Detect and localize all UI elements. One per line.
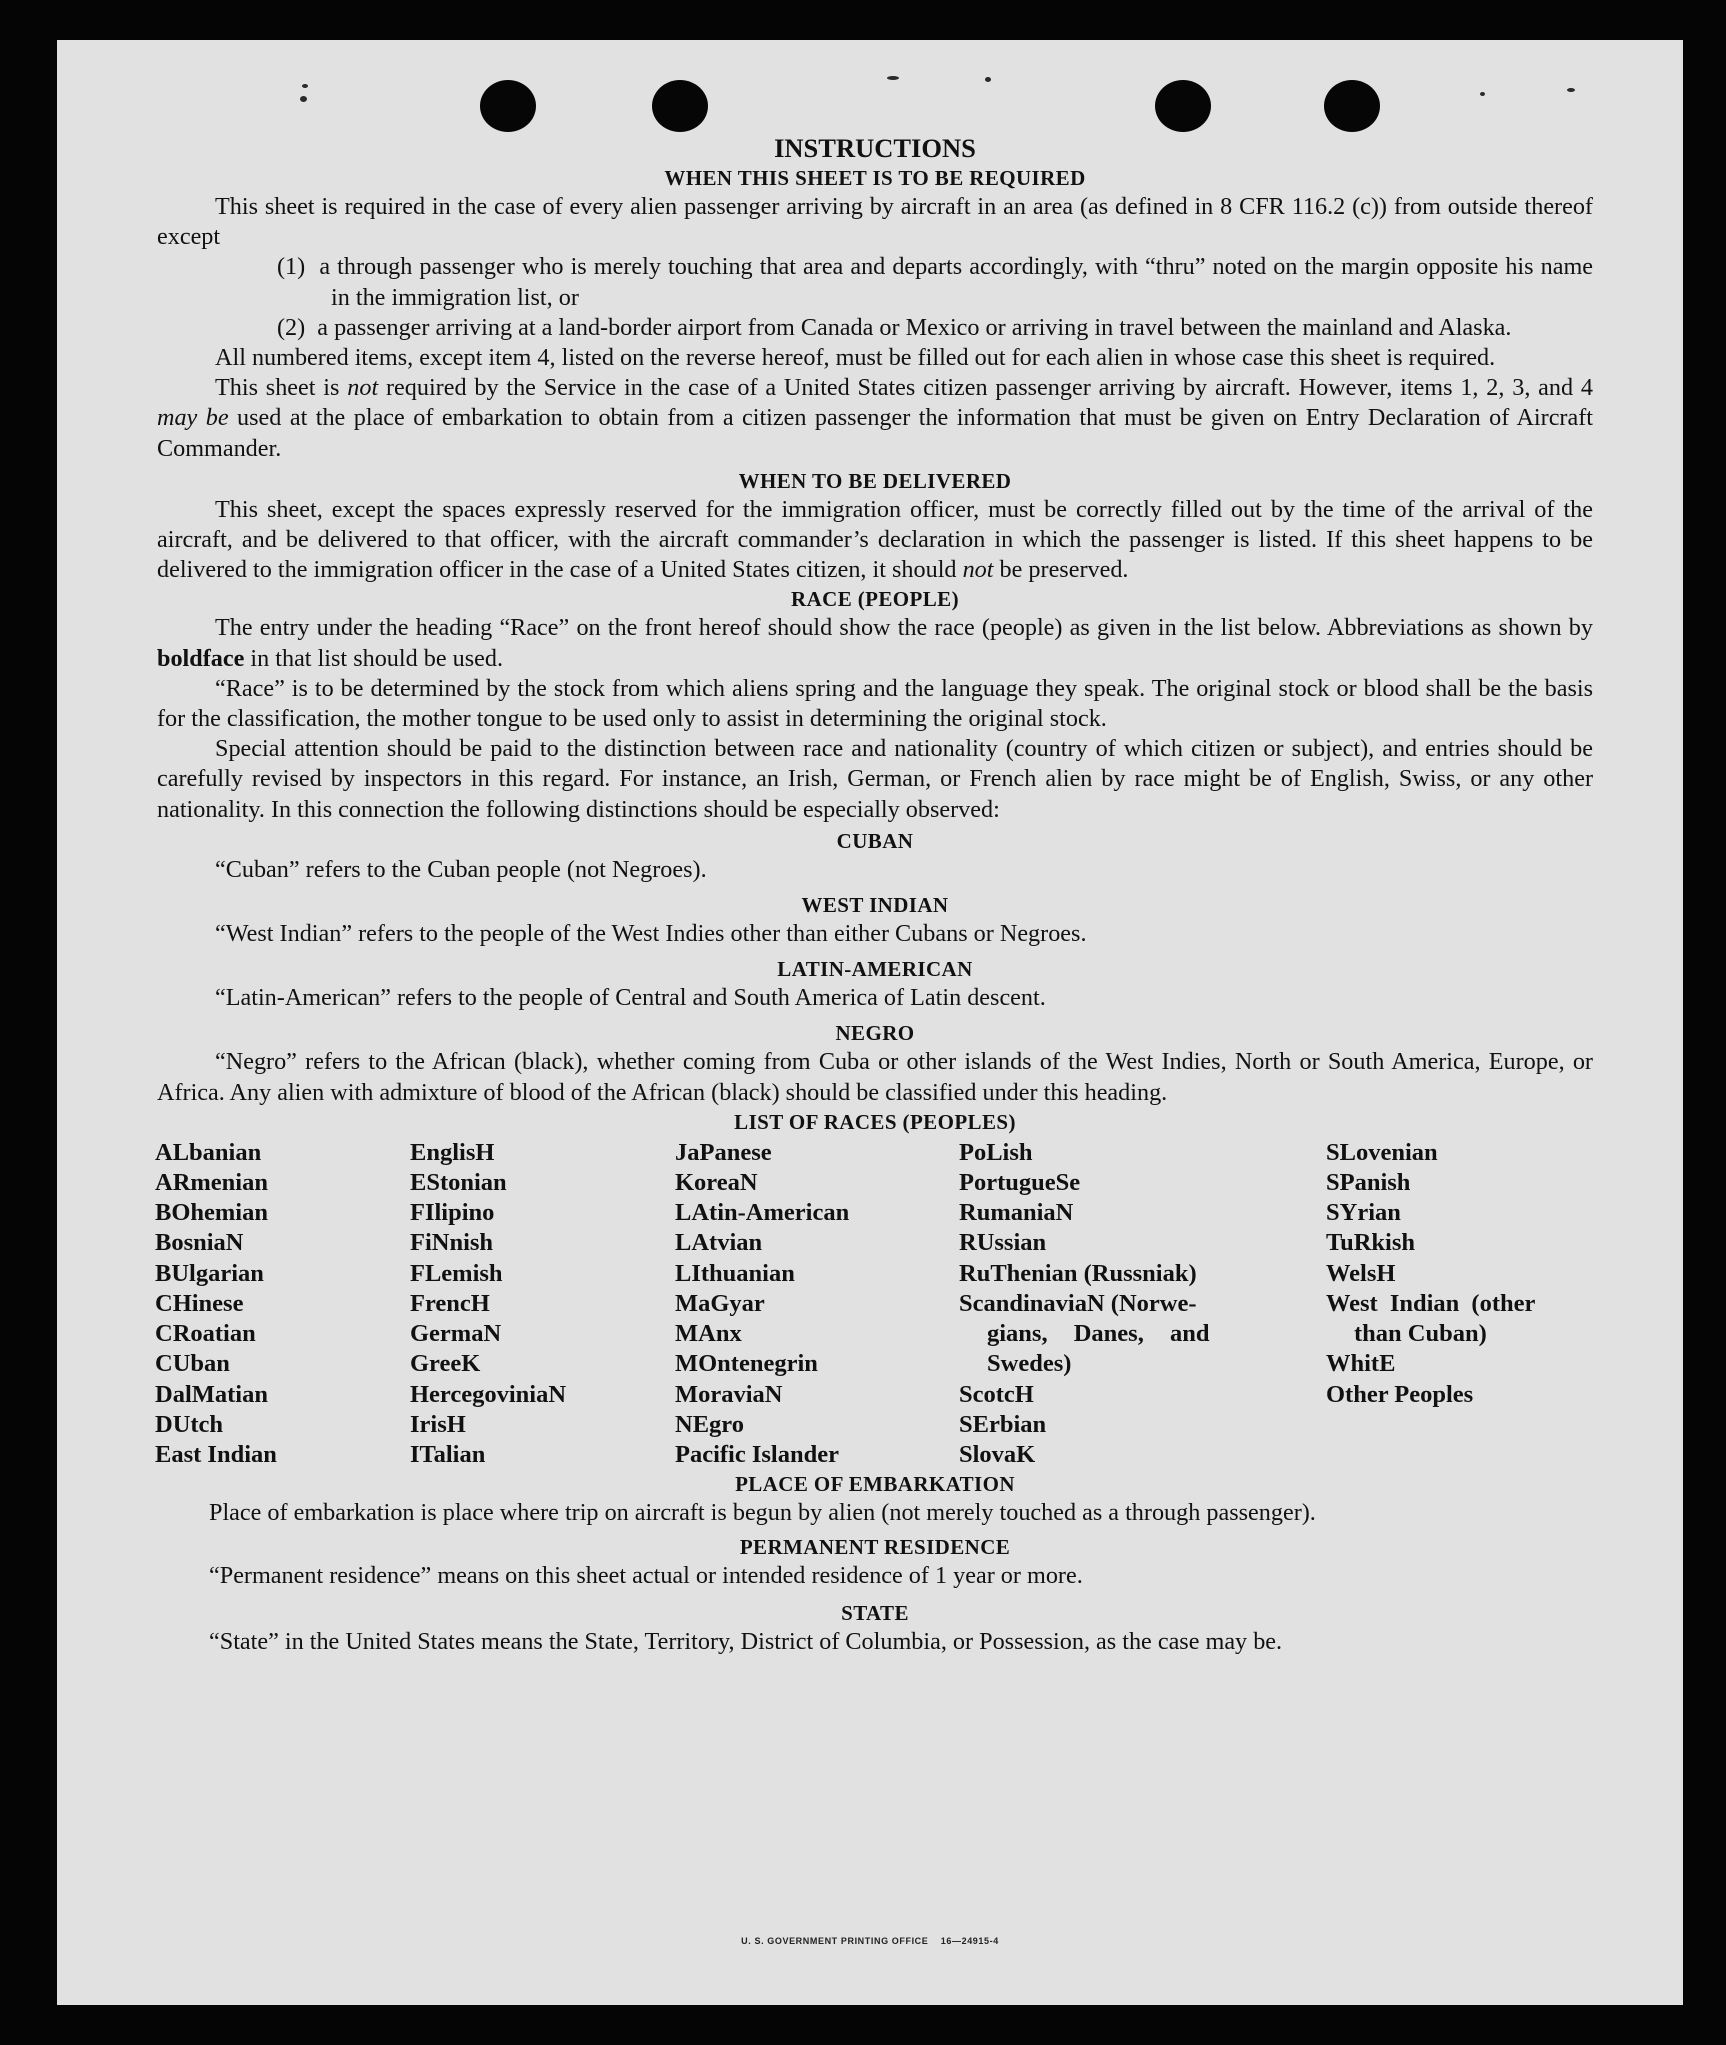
paragraph: “State” in the United States means the State, Territory, District of Columbia, or Possession, as the case may be.	[209, 1628, 1283, 1656]
paragraph: “Permanent residence” means on this sheet actual or intended residence of 1 year or more.	[209, 1562, 1083, 1590]
race-entry: ScotcH	[959, 1380, 1034, 1408]
race-entry: East Indian	[155, 1440, 277, 1468]
punch-hole	[1324, 80, 1380, 132]
text-run: This sheet is	[215, 374, 348, 402]
race-entry: KoreaN	[675, 1169, 758, 1197]
paragraph: “Latin-American” refers to the people of Central and South America of Latin descent.	[215, 984, 1046, 1012]
race-entry: West Indian (other	[1326, 1289, 1536, 1317]
paragraph: All numbered items, except item 4, listed on the reverse hereof, must be filled out for each alien in whose case this sheet is required.	[215, 344, 1496, 372]
text-run: required by the Service in the case of a United States citizen passenger arriving by aircraft. However, items 1, 2, 3, and 4	[378, 374, 1593, 402]
punch-hole	[1155, 80, 1211, 132]
race-entry: Pacific Islander	[675, 1440, 839, 1468]
race-entry: EStonian	[410, 1169, 507, 1197]
emphasis: not	[962, 556, 994, 584]
race-entry: FIlipino	[410, 1199, 495, 1227]
paragraph: “Negro” refers to the African (black), whether coming from Cuba or other islands of the West Indies, North or South America, Europe, or Africa. Any alien with admixture of blood of the African (black) should be classified under this heading.	[157, 1048, 1593, 1106]
race-entry: NEgro	[675, 1410, 744, 1438]
paragraph: “Cuban” refers to the Cuban people (not Negroes).	[215, 855, 707, 883]
speck	[302, 84, 308, 88]
text-run: The entry under the heading “Race” on the front hereof should show the race (people) as given in the list below. Abbreviations as shown by	[215, 614, 1593, 642]
race-entry: LAtin-American	[675, 1199, 850, 1227]
race-entry: WelsH	[1326, 1259, 1396, 1287]
paragraph: Special attention should be paid to the distinction between race and nationality (country of which citizen or subject), and entries should be carefully revised by inspectors in this regard. For instance, an Irish, German, or French alien by race might be of English, Swiss, or any other nationality. In this connection the following distinctions should be especially observed:	[157, 735, 1593, 823]
race-entry-continuation: than Cuban)	[1354, 1320, 1487, 1348]
heading-when-delivered: WHEN TO BE DELIVERED	[738, 468, 1012, 493]
emphasis: may be	[157, 404, 229, 432]
race-column	[410, 1138, 566, 1470]
item-text: a passenger arriving at a land-border airport from Canada or Mexico or arriving in travel between the mainland and Alaska.	[317, 313, 1512, 341]
race-entry: PoLish	[959, 1138, 1033, 1166]
paragraph: “West Indian” refers to the people of the West Indies other than either Cubans or Negroes.	[215, 920, 1087, 948]
item-number: (2)	[277, 313, 306, 341]
punch-hole	[652, 80, 708, 132]
race-entry: HercegoviniaN	[410, 1380, 567, 1408]
race-column	[1326, 1138, 1535, 1410]
race-entry: ScandinaviaN (Norwe-	[959, 1289, 1197, 1317]
race-column	[675, 1138, 849, 1470]
race-entry: JaPanese	[675, 1138, 772, 1166]
punch-hole	[480, 80, 536, 132]
race-entry: FrencH	[410, 1289, 490, 1317]
race-entry: GermaN	[410, 1320, 502, 1348]
race-entry: MoraviaN	[675, 1380, 783, 1408]
heading-cuban: CUBAN	[836, 828, 914, 853]
race-entry: Other Peoples	[1326, 1380, 1474, 1408]
race-entry: MaGyar	[675, 1289, 765, 1317]
list-item	[277, 252, 1593, 312]
race-entry: WhitE	[1326, 1350, 1396, 1378]
race-entry: SYrian	[1326, 1199, 1401, 1227]
heading-race: RACE (PEOPLE)	[791, 587, 959, 612]
race-entry: PortugueSe	[959, 1169, 1081, 1197]
speck	[1480, 92, 1485, 96]
heading-west-indian: WEST INDIAN	[801, 893, 949, 918]
race-entry: SlovaK	[959, 1440, 1036, 1468]
race-entry: GreeK	[410, 1350, 481, 1378]
instruction-sheet	[57, 40, 1683, 2005]
race-entry: LAtvian	[675, 1229, 763, 1257]
race-entry: MAnx	[675, 1320, 742, 1348]
heading-latin-american: LATIN-AMERICAN	[777, 957, 973, 982]
race-entry: RumaniaN	[959, 1199, 1074, 1227]
text-run: in that list should be used.	[244, 644, 504, 672]
text-run: be preserved.	[993, 556, 1129, 584]
race-entry: FLemish	[410, 1259, 503, 1287]
race-column	[155, 1138, 277, 1470]
speck	[1567, 88, 1575, 92]
speck	[985, 77, 991, 82]
speck	[300, 96, 307, 102]
race-entry: CUban	[155, 1350, 230, 1378]
item-number: (1)	[277, 253, 306, 281]
heading-list-of-races: LIST OF RACES (PEOPLES)	[734, 1109, 1016, 1134]
paragraph	[157, 613, 1593, 673]
race-column	[959, 1138, 1209, 1470]
race-entry: MOntenegrin	[675, 1350, 818, 1378]
race-entry: FiNnish	[410, 1229, 494, 1257]
race-entry: BUlgarian	[155, 1259, 264, 1287]
heading-state: STATE	[841, 1601, 909, 1626]
race-entry: ITalian	[410, 1440, 486, 1468]
race-entry: DUtch	[155, 1410, 224, 1438]
instructions-body	[157, 132, 1593, 1657]
race-entry: LIthuanian	[675, 1259, 795, 1287]
item-text: a through passenger who is merely touching that area and departs accordingly, with “thru” noted on the margin opposite his name in the immigration list, or	[319, 253, 1593, 311]
race-entry: TuRkish	[1326, 1229, 1416, 1257]
text-run: This sheet, except the spaces expressly reserved for the immigration officer, must be correctly filled out by the time of the arrival of the aircraft, and be delivered to that officer, with the aircraft commander’s declaration in which the passenger is listed. If this sheet happens to be delivered to the immigration officer in the case of a United States citizen, it should	[157, 495, 1593, 584]
heading-when-required: WHEN THIS SHEET IS TO BE REQUIRED	[664, 166, 1086, 190]
heading-negro: NEGRO	[835, 1021, 915, 1046]
paragraph	[157, 373, 1593, 464]
speck	[887, 76, 899, 80]
paragraph: “Race” is to be determined by the stock from which aliens spring and the language they speak. The original stock or blood shall be the basis for the classification, the mother tongue to be used only to assist in determining the original stock.	[157, 674, 1593, 733]
race-entry: ALbanian	[155, 1138, 262, 1166]
race-entry: RUssian	[959, 1229, 1047, 1257]
heading-place-of-embarkation: PLACE OF EMBARKATION	[735, 1471, 1015, 1496]
race-entry-continuation: Swedes)	[987, 1350, 1072, 1378]
race-entry: DalMatian	[155, 1380, 268, 1408]
paragraph: This sheet is required in the case of every alien passenger arriving by aircraft in an area (as defined in 8 CFR 116.2 (c)) from outside thereof except	[157, 193, 1593, 251]
race-entry: ARmenian	[155, 1169, 268, 1197]
race-entry: SErbian	[959, 1410, 1047, 1438]
heading-permanent-residence: PERMANENT RESIDENCE	[739, 1535, 1011, 1560]
page-title: INSTRUCTIONS	[774, 133, 976, 163]
race-entry-continuation: gians, Danes, and	[987, 1320, 1210, 1348]
printing-office-imprint: U. S. GOVERNMENT PRINTING OFFICE 16—24915-4	[741, 1936, 999, 1946]
race-entry: EnglisH	[410, 1138, 495, 1166]
race-entry: RuThenian (Russniak)	[959, 1259, 1197, 1287]
race-entry: SPanish	[1326, 1169, 1411, 1197]
emphasis: not	[347, 374, 379, 402]
race-entry: BosniaN	[155, 1229, 244, 1257]
text-run: used at the place of embarkation to obtain from a citizen passenger the information that must be given on Entry Declaration of Aircraft Commander.	[157, 404, 1593, 462]
bold-text: boldface	[157, 644, 245, 672]
list-item	[277, 313, 1593, 343]
race-entry: IrisH	[410, 1410, 466, 1438]
race-list	[157, 1138, 1593, 1470]
race-entry: CRoatian	[155, 1320, 256, 1348]
paragraph	[157, 495, 1593, 586]
race-entry: CHinese	[155, 1289, 244, 1317]
race-entry: BOhemian	[155, 1199, 268, 1227]
race-entry: SLovenian	[1326, 1138, 1438, 1166]
paragraph: Place of embarkation is place where trip on aircraft is begun by alien (not merely touched as a through passenger).	[209, 1498, 1316, 1526]
